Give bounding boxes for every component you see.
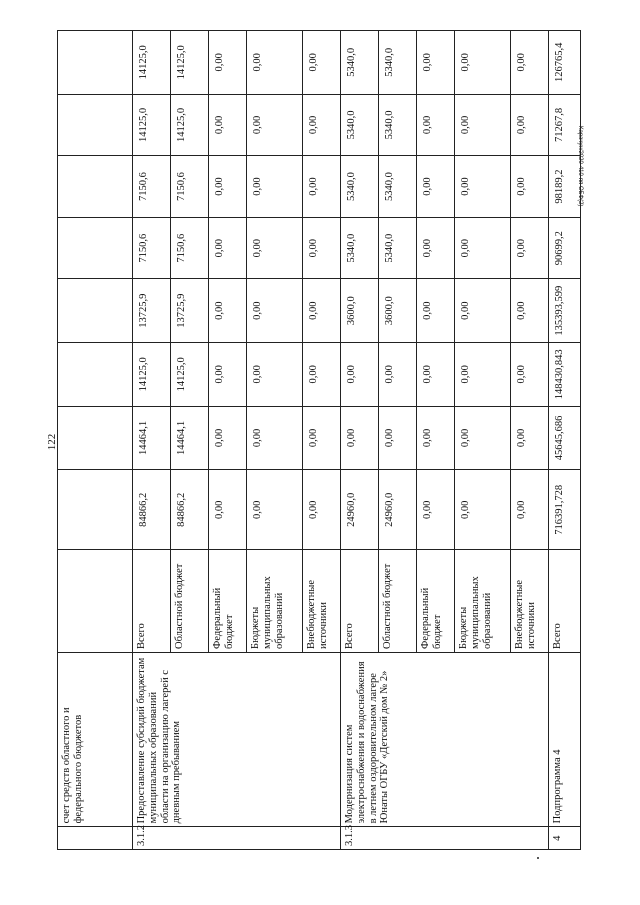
row-title-cell: Предоставление субсидий бюджетам муниципальных образований области на организацию лагерей с дневным пребыванием <box>133 652 341 826</box>
value-cell: 0,00 <box>209 94 247 156</box>
source-cell: Внебюджетные источники <box>303 550 341 653</box>
value-cell: 0,00 <box>209 470 247 550</box>
value-cell: 0,00 <box>417 406 455 470</box>
value-cell: 0,00 <box>247 279 303 343</box>
source-cell: Областной бюджет <box>379 550 417 653</box>
source-cell: Федеральный бюджет <box>417 550 455 653</box>
value-cell: 0,00 <box>303 31 341 95</box>
value-cell: 0,00 <box>455 279 511 343</box>
value-cell: 7150,6 <box>133 156 171 218</box>
value-cell: 14125,0 <box>171 343 209 407</box>
value-cell: 0,00 <box>511 279 549 343</box>
value-cell: 14464,1 <box>171 406 209 470</box>
value-cell: 45645,686 <box>549 406 581 470</box>
value-cell: 13725,9 <box>133 279 171 343</box>
value-cell: 5340,0 <box>379 217 417 279</box>
value-cell: 0,00 <box>209 156 247 218</box>
value-cell: 0,00 <box>247 31 303 95</box>
value-cell: 135393,599 <box>549 279 581 343</box>
value-cell: 0,00 <box>511 470 549 550</box>
row-title-cell: Подпрограмма 4 <box>549 652 581 826</box>
value-cell: 13725,9 <box>171 279 209 343</box>
value-cell: 0,00 <box>247 406 303 470</box>
value-cell: 0,00 <box>511 343 549 407</box>
row-title-cell: счет средств областного и федерального бюджетов <box>58 652 133 826</box>
value-cell: 0,00 <box>303 279 341 343</box>
value-cell: 71267,8 <box>549 94 581 156</box>
value-cell: 7150,6 <box>133 217 171 279</box>
value-cell: 0,00 <box>247 94 303 156</box>
value-cell: 716391,728 <box>549 470 581 550</box>
value-cell: 5340,0 <box>341 217 379 279</box>
value-cell: 0,00 <box>455 470 511 550</box>
value-cell: 0,00 <box>247 156 303 218</box>
value-cell: 0,00 <box>455 406 511 470</box>
value-cell: 0,00 <box>417 470 455 550</box>
value-cell: 0,00 <box>455 31 511 95</box>
value-cell: 0,00 <box>303 406 341 470</box>
value-cell: 5340,0 <box>379 94 417 156</box>
table-row <box>549 31 581 850</box>
row-id-cell: 4 <box>549 827 581 850</box>
row-id-cell <box>58 827 133 850</box>
value-cell: 0,00 <box>511 406 549 470</box>
value-cell: 0,00 <box>303 94 341 156</box>
value-cell: 0,00 <box>417 94 455 156</box>
row-id-cell: 3.1.2 <box>133 827 341 850</box>
table-row <box>341 31 379 850</box>
value-cell: 0,00 <box>341 406 379 470</box>
value-cell: 14125,0 <box>171 31 209 95</box>
value-cell: 0,00 <box>417 31 455 95</box>
budget-table <box>57 30 581 850</box>
row-id-cell: 3.1.3 <box>341 827 549 850</box>
value-cell: 14125,0 <box>133 31 171 95</box>
scan-speck <box>537 857 539 859</box>
value-cell: 5340,0 <box>341 94 379 156</box>
document-stamp: Карачун/2020-410-пп ОБФ(2) <box>577 126 583 207</box>
value-cell: 98189,2 <box>549 156 581 218</box>
table-row <box>58 31 133 850</box>
source-cell: Федеральный бюджет <box>209 550 247 653</box>
value-cell: 0,00 <box>247 343 303 407</box>
value-cell: 14125,0 <box>133 94 171 156</box>
source-cell: Областной бюджет <box>171 550 209 653</box>
value-cell: 0,00 <box>303 470 341 550</box>
value-cell: 0,00 <box>455 156 511 218</box>
value-cell: 90699,2 <box>549 217 581 279</box>
value-cell: 126765,4 <box>549 31 581 95</box>
value-cell: 5340,0 <box>341 156 379 218</box>
value-cell: 0,00 <box>247 470 303 550</box>
value-cell: 0,00 <box>417 279 455 343</box>
value-cell: 0,00 <box>511 156 549 218</box>
source-cell: Всего <box>341 550 379 653</box>
source-cell: Бюджеты муниципальных образований <box>455 550 511 653</box>
value-cell: 0,00 <box>209 217 247 279</box>
value-cell: 3600,0 <box>379 279 417 343</box>
value-cell: 0,00 <box>341 343 379 407</box>
value-cell: 0,00 <box>303 343 341 407</box>
value-cell: 0,00 <box>209 279 247 343</box>
value-cell: 0,00 <box>209 343 247 407</box>
row-title-cell: Модернизация систем электроснабжения и водоснабжения в летнем оздоровительном лагере Юнаты ОГБУ «Детский дом № 2» <box>341 652 549 826</box>
source-cell: Всего <box>549 550 581 653</box>
value-cell: 5340,0 <box>379 156 417 218</box>
source-cell: Всего <box>133 550 171 653</box>
value-cell: 0,00 <box>511 94 549 156</box>
value-cell: 5340,0 <box>341 31 379 95</box>
value-cell: 84866,2 <box>171 470 209 550</box>
value-cell: 84866,2 <box>133 470 171 550</box>
value-cell: 0,00 <box>303 156 341 218</box>
value-cell: 0,00 <box>303 217 341 279</box>
value-cell: 24960,0 <box>379 470 417 550</box>
value-cell: 0,00 <box>417 343 455 407</box>
value-cell: 7150,6 <box>171 156 209 218</box>
value-cell: 3600,0 <box>341 279 379 343</box>
value-cell: 0,00 <box>455 217 511 279</box>
source-cell: Внебюджетные источники <box>511 550 549 653</box>
value-cell: 14464,1 <box>133 406 171 470</box>
source-cell: Бюджеты муниципальных образований <box>247 550 303 653</box>
value-cell: 0,00 <box>379 406 417 470</box>
value-cell: 0,00 <box>379 343 417 407</box>
page-number: 122 <box>46 433 58 451</box>
value-cell: 148430,843 <box>549 343 581 407</box>
value-cell: 7150,6 <box>171 217 209 279</box>
value-cell: 0,00 <box>511 217 549 279</box>
value-cell: 0,00 <box>209 31 247 95</box>
value-cell: 0,00 <box>455 343 511 407</box>
budget-table-container <box>57 30 565 850</box>
value-cell: 5340,0 <box>379 31 417 95</box>
value-cell: 0,00 <box>455 94 511 156</box>
table-row <box>133 31 171 850</box>
value-cell: 14125,0 <box>133 343 171 407</box>
value-cell: 14125,0 <box>171 94 209 156</box>
value-cell: 0,00 <box>511 31 549 95</box>
value-cell: 0,00 <box>247 217 303 279</box>
value-cell: 0,00 <box>417 217 455 279</box>
value-cell: 0,00 <box>417 156 455 218</box>
value-cell: 24960,0 <box>341 470 379 550</box>
value-cell: 0,00 <box>209 406 247 470</box>
